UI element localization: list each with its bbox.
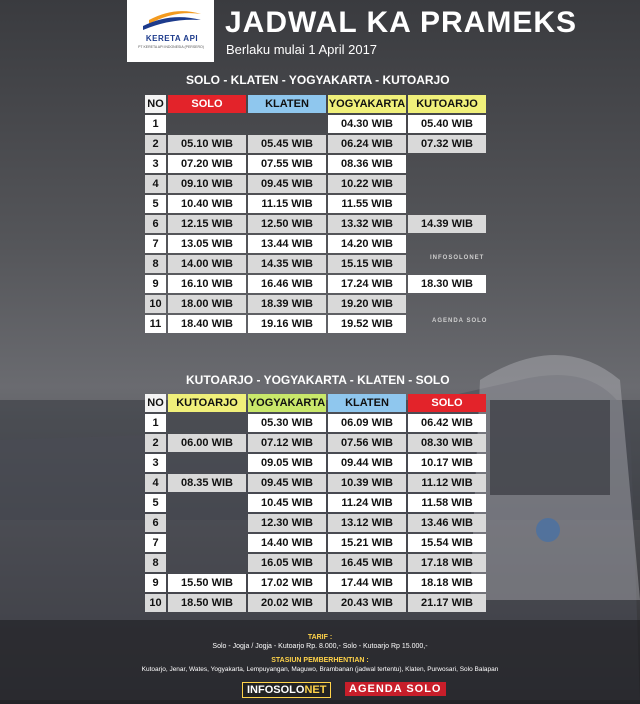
- table-header-row: [145, 394, 486, 412]
- time-cell: 15.50 WIB: [168, 574, 246, 592]
- time-cell: 11.15 WIB: [248, 195, 326, 213]
- table-row: [145, 534, 486, 552]
- time-cell: 06.24 WIB: [328, 135, 406, 153]
- time-cell: 17.44 WIB: [328, 574, 406, 592]
- table-row: [145, 215, 486, 233]
- table-row: [145, 574, 486, 592]
- row-number: 8: [145, 255, 166, 273]
- time-cell: 21.17 WIB: [408, 594, 486, 612]
- time-cell: 15.54 WIB: [408, 534, 486, 552]
- time-cell: 14.20 WIB: [328, 235, 406, 253]
- time-cell: [408, 195, 486, 213]
- time-cell: 19.20 WIB: [328, 295, 406, 313]
- time-cell: 14.40 WIB: [248, 534, 326, 552]
- header-kutoarjo: KUTOARJO: [408, 95, 486, 113]
- row-number: 10: [145, 295, 166, 313]
- time-cell: 05.45 WIB: [248, 135, 326, 153]
- time-cell: 05.30 WIB: [248, 414, 326, 432]
- time-cell: 17.18 WIB: [408, 554, 486, 572]
- time-cell: 16.45 WIB: [328, 554, 406, 572]
- time-cell: 10.40 WIB: [168, 195, 246, 213]
- time-cell: 07.55 WIB: [248, 155, 326, 173]
- time-cell: 10.22 WIB: [328, 175, 406, 193]
- route1-title: SOLO - KLATEN - YOGYAKARTA - KUTOARJO: [186, 73, 450, 87]
- infosolonet-logo: [242, 682, 331, 698]
- time-cell: 16.10 WIB: [168, 275, 246, 293]
- header-no: NO: [145, 95, 166, 113]
- time-cell: [168, 494, 246, 512]
- header-klaten: KLATEN: [328, 394, 406, 412]
- time-cell: 09.45 WIB: [248, 474, 326, 492]
- row-number: 9: [145, 275, 166, 293]
- row-number: 8: [145, 554, 166, 572]
- header-klaten: KLATEN: [248, 95, 326, 113]
- row-number: 6: [145, 215, 166, 233]
- row-number: 1: [145, 414, 166, 432]
- infosolonet-logo-b: NET: [304, 684, 327, 696]
- table-row: [145, 434, 486, 452]
- time-cell: 15.21 WIB: [328, 534, 406, 552]
- row-number: 7: [145, 534, 166, 552]
- time-cell: 14.35 WIB: [248, 255, 326, 273]
- table-row: [145, 474, 486, 492]
- time-cell: [248, 115, 326, 133]
- time-cell: [168, 115, 246, 133]
- table-row: [145, 414, 486, 432]
- time-cell: 06.00 WIB: [168, 434, 246, 452]
- time-cell: 07.12 WIB: [248, 434, 326, 452]
- time-cell: 13.44 WIB: [248, 235, 326, 253]
- header-yogyakarta: YOGYAKARTA: [248, 394, 326, 412]
- time-cell: 20.43 WIB: [328, 594, 406, 612]
- time-cell: 06.09 WIB: [328, 414, 406, 432]
- table-row: [145, 235, 486, 253]
- logo-subtext: PT KERETA API INDONESIA (PERSERO): [138, 45, 204, 49]
- time-cell: 08.35 WIB: [168, 474, 246, 492]
- time-cell: 11.24 WIB: [328, 494, 406, 512]
- time-cell: 18.30 WIB: [408, 275, 486, 293]
- time-cell: [168, 454, 246, 472]
- agendasolo-logo: AGENDA SOLO: [345, 682, 446, 696]
- time-cell: [168, 554, 246, 572]
- stations-text: Kutoarjo, Jenar, Wates, Yogyakarta, Lempuyangan, Maguwo, Brambanan (jadwal tertentu), Klaten, Purwosari, Solo Balapan: [141, 666, 499, 673]
- table-row: [145, 554, 486, 572]
- time-cell: 07.32 WIB: [408, 135, 486, 153]
- time-cell: 08.30 WIB: [408, 434, 486, 452]
- row-number: 5: [145, 494, 166, 512]
- time-cell: 12.30 WIB: [248, 514, 326, 532]
- time-cell: 15.15 WIB: [328, 255, 406, 273]
- time-cell: 18.50 WIB: [168, 594, 246, 612]
- time-cell: 10.39 WIB: [328, 474, 406, 492]
- route2-schedule-table: [143, 392, 488, 614]
- time-cell: 09.45 WIB: [248, 175, 326, 193]
- table-row: [145, 454, 486, 472]
- time-cell: 18.39 WIB: [248, 295, 326, 313]
- table-row: [145, 514, 486, 532]
- time-cell: 16.05 WIB: [248, 554, 326, 572]
- time-cell: 12.50 WIB: [248, 215, 326, 233]
- time-cell: 13.05 WIB: [168, 235, 246, 253]
- row-number: 4: [145, 175, 166, 193]
- kereta-api-logo: [127, 0, 214, 62]
- header-no: NO: [145, 394, 166, 412]
- row-number: 4: [145, 474, 166, 492]
- time-cell: 07.56 WIB: [328, 434, 406, 452]
- time-cell: 18.40 WIB: [168, 315, 246, 333]
- time-cell: [168, 414, 246, 432]
- time-cell: 17.24 WIB: [328, 275, 406, 293]
- train-logo-icon: [135, 6, 205, 34]
- table-row: [145, 195, 486, 213]
- logo-text: KERETA API: [145, 34, 199, 43]
- page-title: JADWAL KA PRAMEKS: [225, 6, 578, 39]
- table-row: [145, 135, 486, 153]
- time-cell: 05.10 WIB: [168, 135, 246, 153]
- time-cell: [168, 514, 246, 532]
- table-row: [145, 275, 486, 293]
- time-cell: 05.40 WIB: [408, 115, 486, 133]
- time-cell: 19.16 WIB: [248, 315, 326, 333]
- tarif-heading: TARIF :: [307, 634, 333, 641]
- row-number: 6: [145, 514, 166, 532]
- time-cell: 04.30 WIB: [328, 115, 406, 133]
- row-number: 1: [145, 115, 166, 133]
- time-cell: 11.58 WIB: [408, 494, 486, 512]
- row-number: 11: [145, 315, 166, 333]
- time-cell: 18.18 WIB: [408, 574, 486, 592]
- time-cell: 07.20 WIB: [168, 155, 246, 173]
- time-cell: 14.00 WIB: [168, 255, 246, 273]
- header-kutoarjo: KUTOARJO: [168, 394, 246, 412]
- time-cell: 13.32 WIB: [328, 215, 406, 233]
- time-cell: 18.00 WIB: [168, 295, 246, 313]
- route2-title: KUTOARJO - YOGYAKARTA - KLATEN - SOLO: [186, 373, 450, 387]
- row-number: 3: [145, 155, 166, 173]
- time-cell: 20.02 WIB: [248, 594, 326, 612]
- row-number: 7: [145, 235, 166, 253]
- time-cell: 11.55 WIB: [328, 195, 406, 213]
- time-cell: [408, 295, 486, 313]
- time-cell: 11.12 WIB: [408, 474, 486, 492]
- table-row: [145, 494, 486, 512]
- time-cell: [168, 534, 246, 552]
- time-cell: 09.10 WIB: [168, 175, 246, 193]
- time-cell: [408, 155, 486, 173]
- time-cell: [408, 175, 486, 193]
- table-row: [145, 175, 486, 193]
- time-cell: 14.39 WIB: [408, 215, 486, 233]
- header-solo: SOLO: [168, 95, 246, 113]
- infosolo-watermark: INFOSOLONET: [430, 255, 485, 261]
- time-cell: 17.02 WIB: [248, 574, 326, 592]
- row-number: 10: [145, 594, 166, 612]
- infosolonet-logo-a: INFOSOLO: [247, 684, 305, 696]
- time-cell: 09.44 WIB: [328, 454, 406, 472]
- table-header-row: [145, 95, 486, 113]
- time-cell: 13.12 WIB: [328, 514, 406, 532]
- header-yogyakarta: YOGYAKARTA: [328, 95, 406, 113]
- time-cell: 13.46 WIB: [408, 514, 486, 532]
- row-number: 2: [145, 135, 166, 153]
- time-cell: [408, 235, 486, 253]
- time-cell: 19.52 WIB: [328, 315, 406, 333]
- time-cell: 08.36 WIB: [328, 155, 406, 173]
- time-cell: 16.46 WIB: [248, 275, 326, 293]
- time-cell: 10.45 WIB: [248, 494, 326, 512]
- header-solo: SOLO: [408, 394, 486, 412]
- row-number: 5: [145, 195, 166, 213]
- row-number: 3: [145, 454, 166, 472]
- agendasolo-watermark: AGENDA SOLO: [432, 318, 488, 324]
- time-cell: 06.42 WIB: [408, 414, 486, 432]
- time-cell: 10.17 WIB: [408, 454, 486, 472]
- table-row: [145, 594, 486, 612]
- time-cell: 12.15 WIB: [168, 215, 246, 233]
- route1-schedule-table: [143, 93, 488, 335]
- stations-heading: STASIUN PEMBERHENTIAN :: [271, 657, 369, 664]
- time-cell: 09.05 WIB: [248, 454, 326, 472]
- table-row: [145, 295, 486, 313]
- table-row: [145, 155, 486, 173]
- tarif-text: Solo - Jogja / Jogja - Kutoarjo Rp. 8.000,- Solo - Kutoarjo Rp 15.000,-: [212, 643, 428, 650]
- page-subtitle: Berlaku mulai 1 April 2017: [226, 42, 378, 57]
- row-number: 9: [145, 574, 166, 592]
- row-number: 2: [145, 434, 166, 452]
- table-row: [145, 115, 486, 133]
